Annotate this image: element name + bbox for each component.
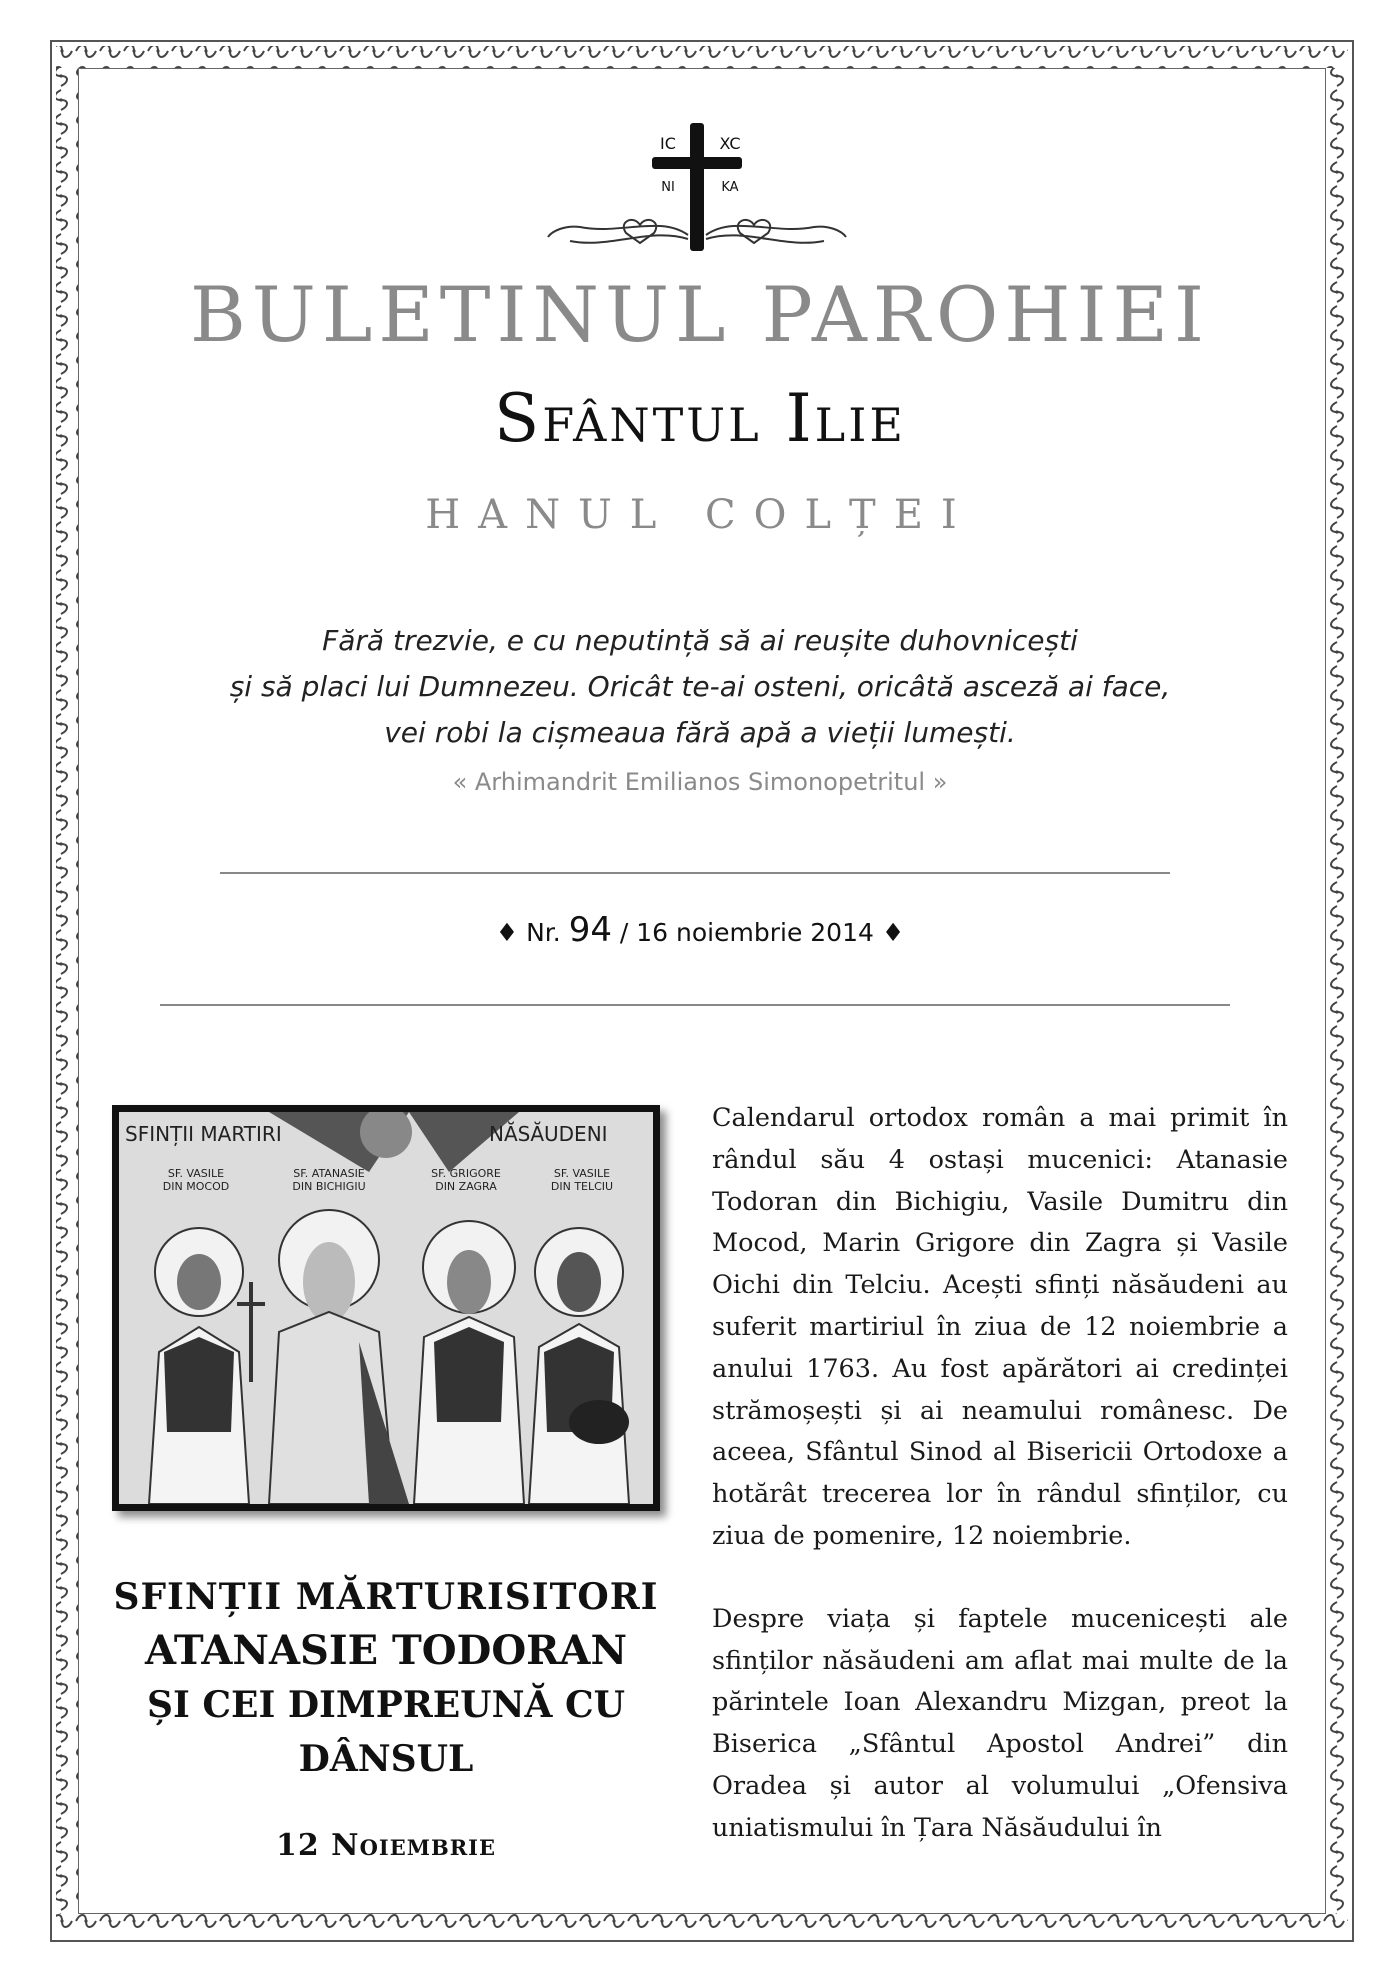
- saint-name: SF. VASILE: [167, 1167, 225, 1180]
- quote-line: Fără trezvie, e cu neputință să ai reușite duhovnicești: [322, 624, 1078, 657]
- saint-caption: [141, 1167, 251, 1193]
- quote-author: « Arhimandrit Emilianos Simonopetritul »: [452, 768, 948, 796]
- article-paragraph: Calendarul ortodox român a mai primit în rândul său 4 ostași mucenici: Atanasie Todoran din Bichigiu, Vasile Dumitru din Mocod, Marin Grigore din Zagra și Vasile Oichi din Telciu. Acești sfinți năsăudeni au suferit martiriul în ziua de 12 noiembrie a anului 1763. Au fost apărători ai credinței strămoșești și ai neamului românesc. De aceea, Sfântul Sinod al Bisericii Ortodoxe a hotărât trecerea lor în rândul sfinților, cu ziua de pomenire, 12 noiembrie.: [712, 1103, 1288, 1551]
- bulletin-title: BULETINUL PAROHIEI: [189, 270, 1211, 359]
- article-title-line: SFINȚII MĂRTURISITORI: [113, 1576, 659, 1618]
- article-title-line: ATANASIE TODORAN: [144, 1627, 628, 1674]
- issue-line: [0, 910, 1400, 950]
- saint-place: DIN MOCOD: [162, 1180, 230, 1193]
- article-title-line: DÂNSUL: [298, 1738, 474, 1780]
- saint-name: SF. VASILE: [553, 1167, 611, 1180]
- quote-line: vei robi la cișmeaua fără apă a vieții lumești.: [384, 716, 1016, 749]
- saints-icon-image: [112, 1105, 660, 1511]
- icon-label-left: SFINȚII MARTIRI: [125, 1122, 282, 1146]
- saint-place: DIN TELCIU: [550, 1180, 614, 1193]
- issue-prefix: ♦ Nr.: [495, 918, 561, 947]
- article-title: [112, 1570, 660, 1786]
- quote: [150, 618, 1250, 756]
- emblem-ni: NI: [661, 180, 675, 195]
- saint-place: DIN ZAGRA: [435, 1180, 497, 1193]
- saint-place: DIN BICHIGIU: [292, 1180, 366, 1193]
- saint-name: SF. ATANASIE: [293, 1167, 365, 1180]
- saint-caption: [269, 1167, 389, 1193]
- article-paragraph: Despre viața și faptele mucenicești ale sfinților năsăudeni am aflat mai multe de la părintele Ioan Alexandru Mizgan, preot la Biserica „Sfântul Apostol Andrei” din Oradea și autor al volumului „Ofensiva uniatismului în Țara Năsăudului în: [712, 1603, 1288, 1843]
- divider: [160, 1004, 1230, 1006]
- emblem-ka: KA: [721, 180, 739, 195]
- article-title-line: ȘI CEI DIMPREUNĂ CU: [147, 1684, 625, 1726]
- saint-caption: [527, 1167, 637, 1193]
- issue-date: / 16 noiembrie 2014 ♦: [619, 918, 905, 947]
- article-date: 12 Noiembrie: [275, 1828, 496, 1863]
- parish-location: HANUL COLȚEI: [425, 492, 975, 538]
- emblem-ic: IC: [660, 134, 676, 153]
- saint-caption: [411, 1167, 521, 1193]
- parish-name: Sfântul Ilie: [494, 380, 906, 457]
- saint-name: SF. GRIGORE: [431, 1167, 501, 1180]
- divider: [220, 872, 1170, 874]
- issue-number: 94: [568, 910, 612, 950]
- icon-label-right: NĂSĂUDENI: [489, 1122, 608, 1146]
- cross-icon: [540, 115, 860, 265]
- emblem-xc: XC: [719, 134, 741, 153]
- quote-line: și să placi lui Dumnezeu. Oricât te-ai osteni, oricâtă asceză ai face,: [229, 670, 1171, 703]
- article-body: [712, 1098, 1288, 1850]
